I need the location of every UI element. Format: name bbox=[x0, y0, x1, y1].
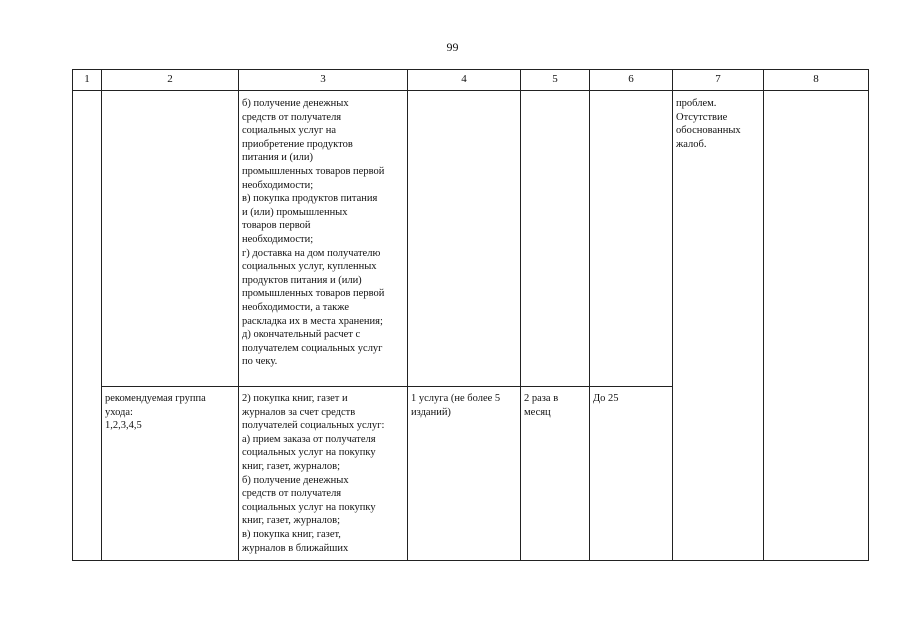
service-volume-text: 1 услуга (не более 5 изданий) bbox=[411, 393, 501, 418]
row1-cell-col2 bbox=[102, 91, 239, 387]
table-row bbox=[73, 91, 869, 387]
row-cell-col7 bbox=[673, 91, 764, 561]
row-cell-col1 bbox=[73, 91, 102, 561]
page-number: 99 bbox=[446, 40, 459, 54]
row2-cell-col2 bbox=[102, 387, 239, 561]
row2-cell-col3 bbox=[239, 387, 408, 561]
column-header-1: 1 bbox=[73, 70, 102, 91]
row1-cell-col5 bbox=[521, 91, 590, 387]
column-header-8: 8 bbox=[764, 70, 869, 91]
column-header-7: 7 bbox=[673, 70, 764, 91]
column-header-3: 3 bbox=[239, 70, 408, 91]
row-cell-col8 bbox=[764, 91, 869, 561]
column-header-4: 4 bbox=[408, 70, 521, 91]
care-group-text: рекомендуемая группа ухода: 1,2,3,4,5 bbox=[105, 393, 206, 432]
services-table bbox=[72, 69, 869, 561]
row2-cell-col5 bbox=[521, 387, 590, 561]
row1-service-description: б) получение денежных средств от получателя социальных услуг на приобретение продуктов питания и (или) промышленных товаров первой необходимости; в) покупка продуктов питания и (или) промышленных товаров первой необходимости; г) доставка на дом получателю социальных услуг, купленных продуктов питания и (или) промышленных товаров первой необходимости, а также раскладка их в места хранения; д) окончательный расчет с получателем социальных услуг по чеку. bbox=[242, 98, 385, 368]
column-header-6: 6 bbox=[590, 70, 673, 91]
row1-cell-col3 bbox=[239, 91, 408, 387]
service-term-text: До 25 bbox=[593, 393, 619, 404]
row2-cell-col6 bbox=[590, 387, 673, 561]
column-header-5: 5 bbox=[521, 70, 590, 91]
table-header-row bbox=[73, 70, 869, 91]
column-header-2: 2 bbox=[102, 70, 239, 91]
row2-cell-col4 bbox=[408, 387, 521, 561]
quality-indicator-text: проблем. Отсутствие обоснованных жалоб. bbox=[676, 98, 741, 150]
row1-cell-col4 bbox=[408, 91, 521, 387]
row1-cell-col6 bbox=[590, 91, 673, 387]
service-frequency-text: 2 раза в месяц bbox=[524, 393, 559, 418]
row2-service-description: 2) покупка книг, газет и журналов за счет средств получателей социальных услуг: а) прием заказа от получателя социальных услуг на покупку книг, газет, журналов; б) получение денежных средств от получателя социальных услуг на покупку книг, газет, журналов; в) покупка книг, газет, журналов в ближайших bbox=[242, 393, 385, 554]
